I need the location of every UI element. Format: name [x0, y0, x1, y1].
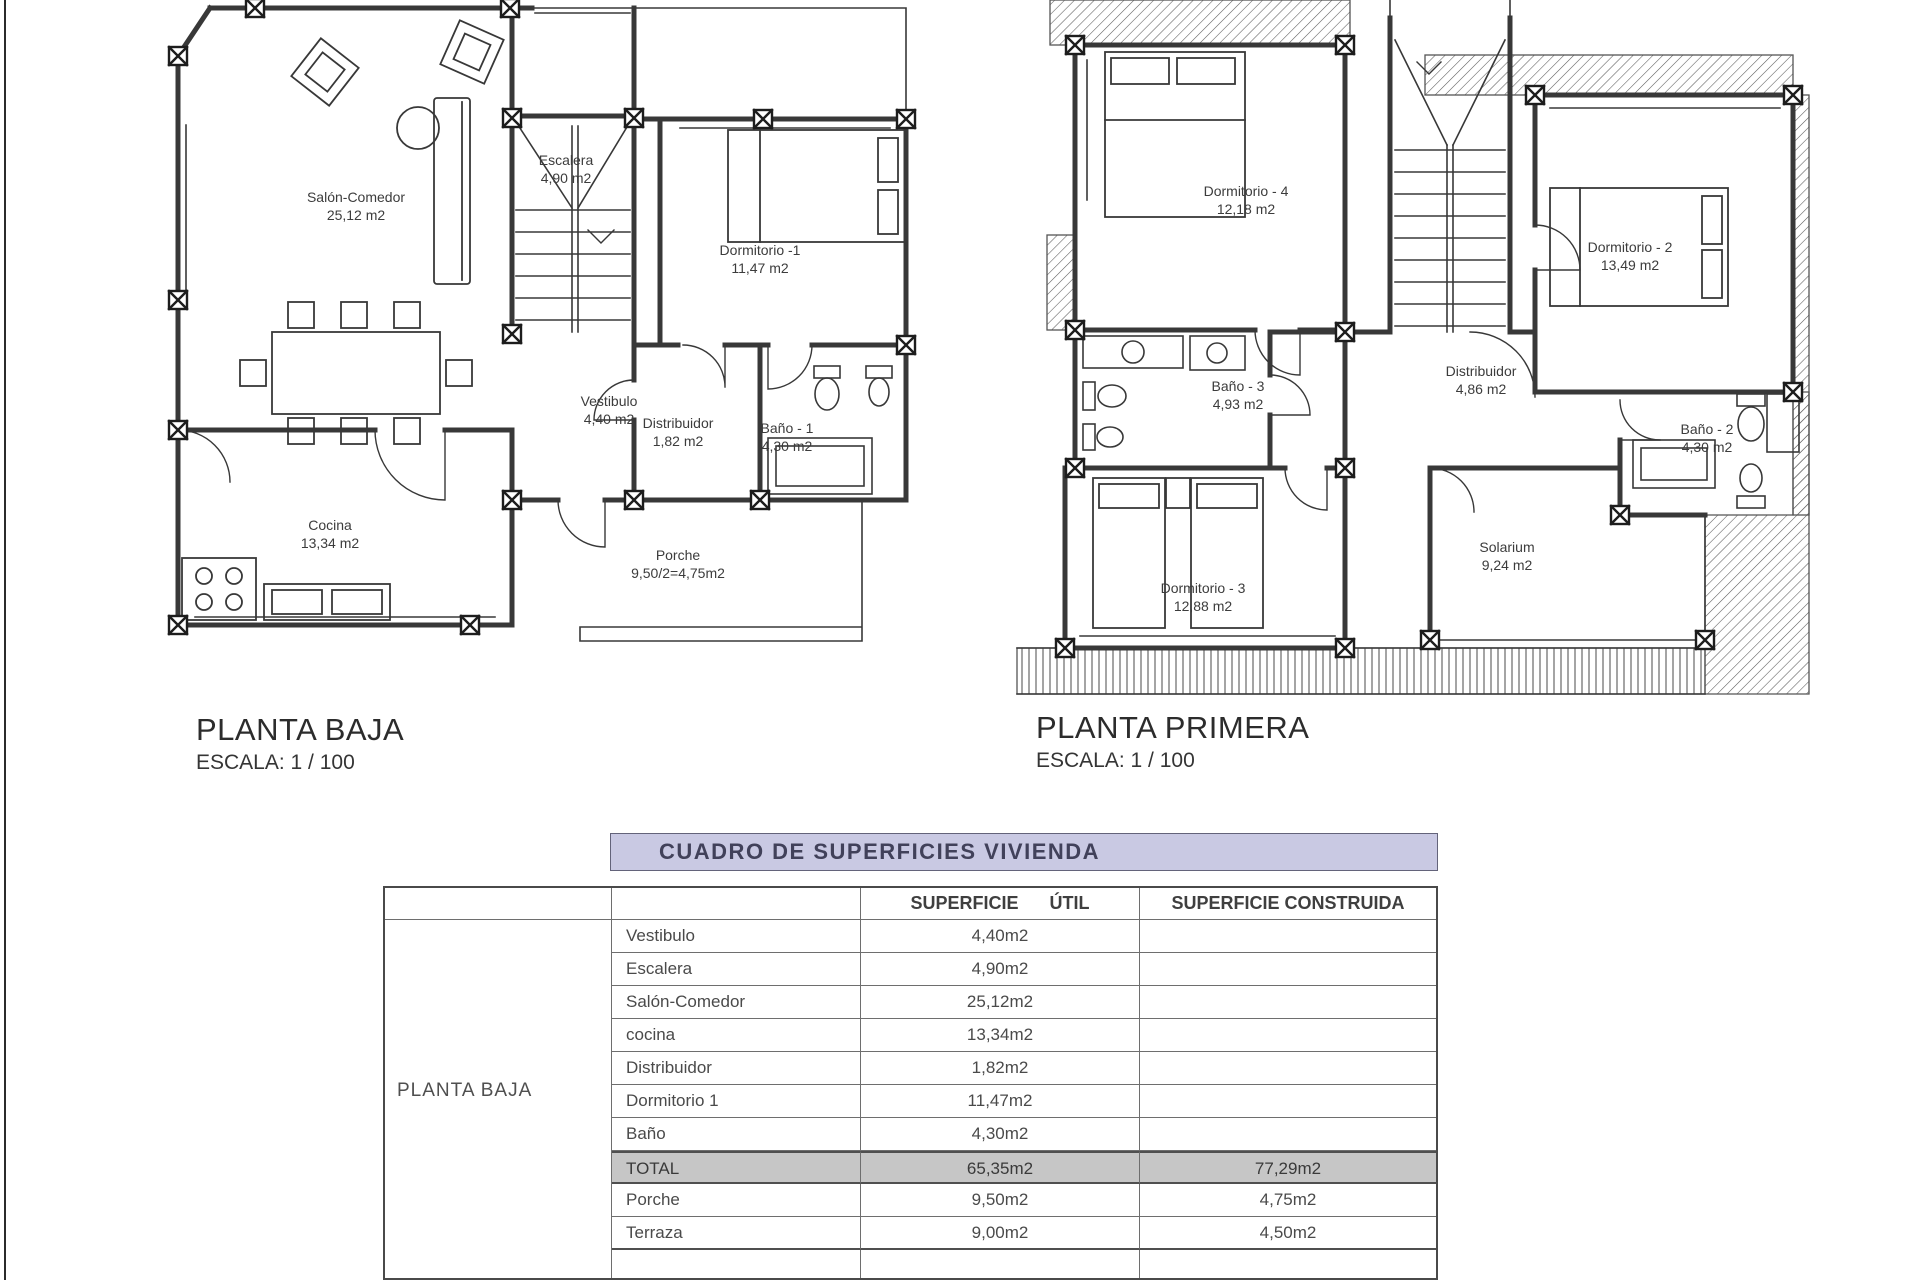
table-row-util: 1,82m2: [861, 1052, 1140, 1085]
group-label: PLANTA BAJA: [397, 1080, 533, 1101]
armchair-icon: [291, 20, 503, 105]
planta-primera-title: PLANTA PRIMERA: [1036, 710, 1310, 745]
thin-lines: [186, 8, 906, 641]
table-row-name: Dormitorio 1: [612, 1085, 861, 1118]
table-row-total-construida: 77,29m2: [1140, 1151, 1436, 1184]
dining-table-icon: [240, 302, 472, 444]
planta-primera-scale: ESCALA: 1 / 100: [1036, 749, 1195, 772]
planta-primera-title-block: [1036, 710, 1309, 773]
table-row-util: 9,00m2: [861, 1217, 1140, 1250]
planta-baja-title-block: [196, 712, 404, 775]
table-row-construida: [1140, 1019, 1436, 1052]
table-row-name: Terraza: [612, 1217, 861, 1250]
bed-icon: [728, 130, 906, 242]
bed-icon: [1093, 52, 1728, 628]
room-label-dormitorio-1: Dormitorio -1 11,47 m2: [719, 242, 801, 276]
table-row-name: Distribuidor: [612, 1052, 861, 1085]
table-row-util: 4,40m2: [861, 920, 1140, 953]
table-row-construida: [1140, 1118, 1436, 1151]
table-row-construida: [1140, 920, 1436, 953]
table-row-construida: 4,75m2: [1140, 1184, 1436, 1217]
room-label-dormitorio-3: Dormitorio - 3 12,88 m2: [1160, 580, 1246, 614]
table-row-construida: [1140, 1085, 1436, 1118]
thin-lines: [1017, 0, 1780, 694]
table-row-construida: [1140, 953, 1436, 986]
table-row-util: 9,50m2: [861, 1184, 1140, 1217]
table-partial-row: [1140, 1250, 1436, 1278]
table-row-name: Vestibulo: [612, 920, 861, 953]
table-partial-row: [861, 1250, 1140, 1278]
terrace-hatch: [1017, 648, 1705, 694]
table-row-name: Escalera: [612, 953, 861, 986]
room-label-porche: Porche 9,50/2=4,75m2: [631, 547, 725, 581]
door-arcs: [178, 345, 812, 547]
round-table-icon: [397, 107, 439, 149]
table-row-util: 4,90m2: [861, 953, 1140, 986]
room-label-dormitorio-2: Dormitorio - 2 13,49 m2: [1587, 239, 1673, 273]
planta-baja-plan: [120, 0, 920, 705]
table-row-construida: [1140, 986, 1436, 1019]
stairs-icon: [516, 122, 630, 332]
group-cell-planta-baja: [385, 920, 612, 1278]
table-row-name: cocina: [612, 1019, 861, 1052]
planta-primera-drawing: [1005, 0, 1815, 705]
table-title: CUADRO DE SUPERFICIES VIVIENDA: [610, 833, 1438, 871]
table-row-util: 13,34m2: [861, 1019, 1140, 1052]
table-row-util: 11,47m2: [861, 1085, 1140, 1118]
room-label-escalera: Escalera 4,90 m2: [538, 152, 594, 186]
room-label-salon-comedor: Salón-Comedor 25,12 m2: [306, 189, 406, 223]
planta-primera-plan: [1005, 0, 1815, 705]
room-label-distribuidor-p1: Distribuidor 4,86 m2: [1445, 363, 1517, 397]
table-row-util: 4,30m2: [861, 1118, 1140, 1151]
table-row-construida: 4,50m2: [1140, 1217, 1436, 1250]
planta-baja-drawing: [120, 0, 920, 705]
table-row-util: 25,12m2: [861, 986, 1140, 1019]
room-label-distribuidor-pb: Distribuidor 1,82 m2: [642, 415, 714, 449]
room-label-cocina: Cocina 13,34 m2: [300, 517, 360, 551]
room-label-solarium: Solarium 9,24 m2: [1479, 539, 1535, 573]
planta-baja-scale: ESCALA: 1 / 100: [196, 751, 355, 774]
table-row-name: Salón-Comedor: [612, 986, 861, 1019]
table-row-total-util: 65,35m2: [861, 1151, 1140, 1184]
walls: [1065, 18, 1793, 648]
header-room-cell: [612, 888, 861, 920]
planta-baja-title: PLANTA BAJA: [196, 712, 405, 747]
header-superficie-construida: SUPERFICIE CONSTRUIDA: [1140, 888, 1436, 920]
header-empty-cell: [385, 888, 612, 920]
room-label-bano-3: Baño - 3 4,93 m2: [1211, 378, 1265, 412]
room-label-dormitorio-4: Dormitorio - 4 12,18 m2: [1203, 183, 1289, 217]
room-label-vestibulo: Vestibulo 4,40 m2: [580, 393, 638, 427]
room-label-bano-2: Baño - 2 4,30 m2: [1680, 421, 1734, 455]
table-row-name: Porche: [612, 1184, 861, 1217]
table-row-total-name: TOTAL: [612, 1151, 861, 1184]
header-superficie-util: SUPERFICIE ÚTIL: [861, 888, 1140, 920]
room-label-bano-1: Baño - 1 4,30 m2: [760, 420, 814, 454]
pillar-markers: [169, 0, 915, 634]
table-row-name: Baño: [612, 1118, 861, 1151]
table-partial-row: [612, 1250, 861, 1278]
surfaces-table: [383, 886, 1438, 1280]
kitchen-counter-icon: [182, 558, 390, 620]
table-row-construida: [1140, 1052, 1436, 1085]
sheet-border-line: [4, 0, 6, 1280]
